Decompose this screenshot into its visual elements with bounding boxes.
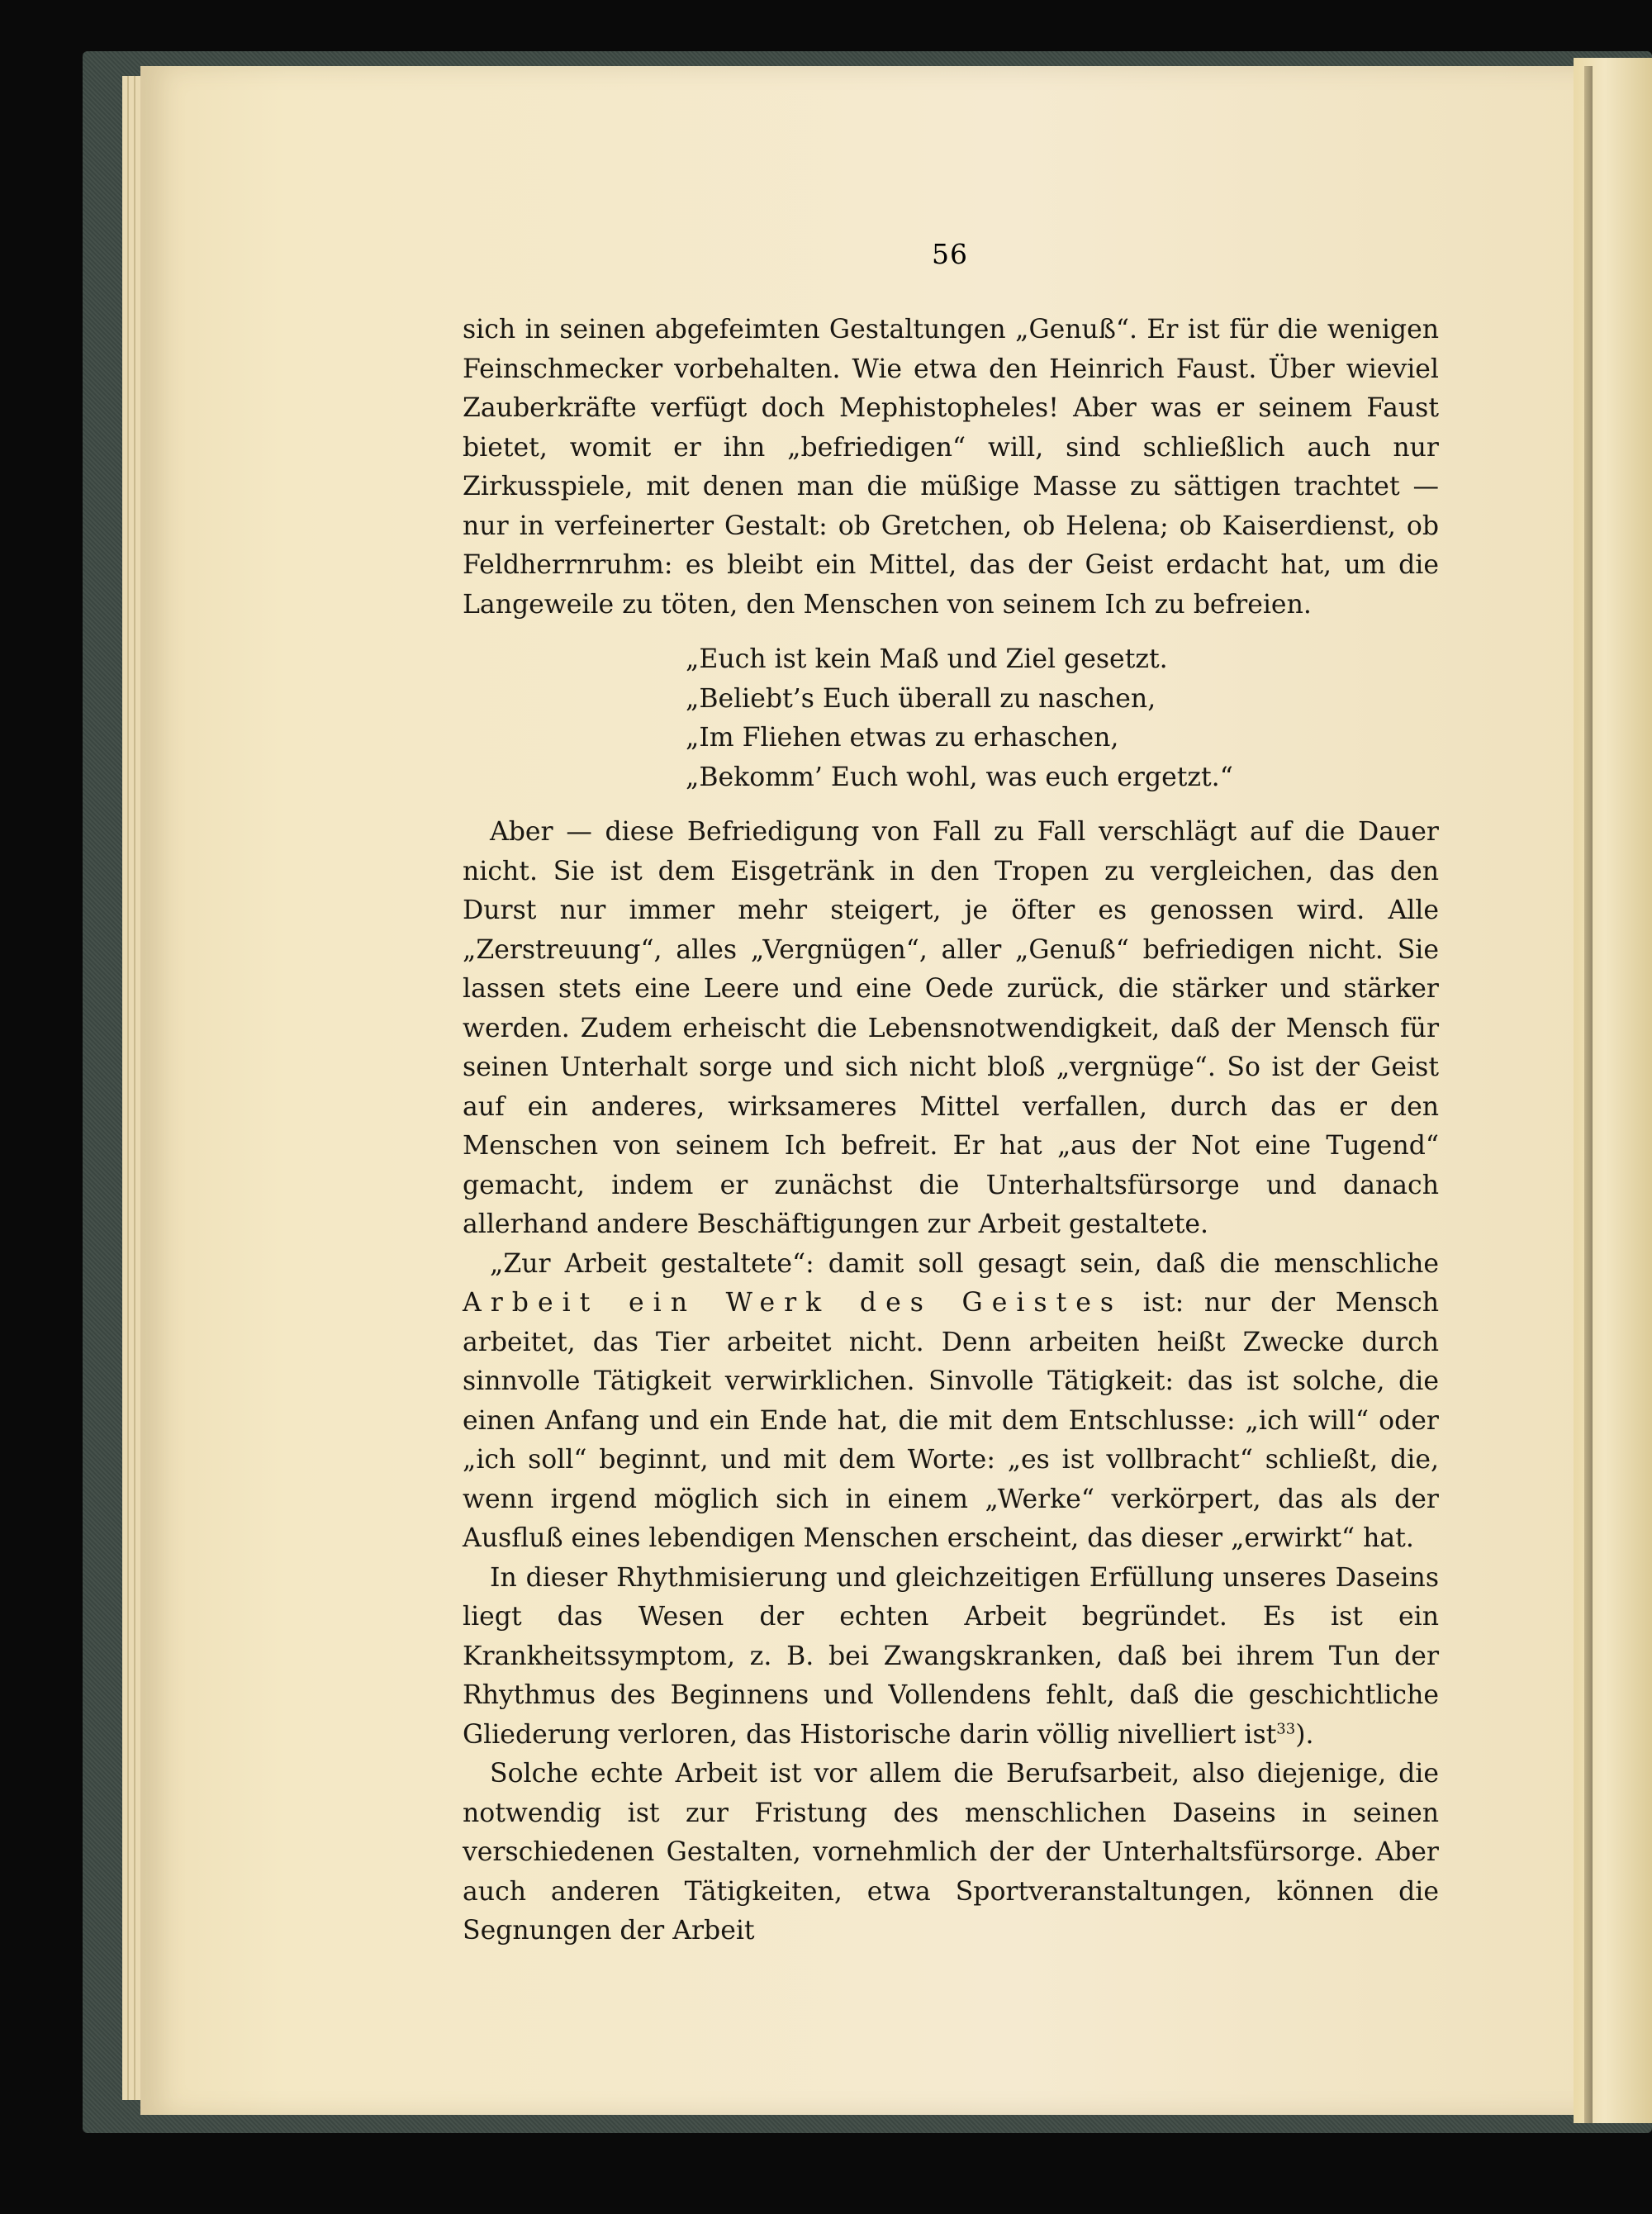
emphasized-phrase: Arbeit ein Werk des Geistes xyxy=(463,1288,1123,1318)
gutter-shadow xyxy=(1584,66,1593,2123)
paragraph-5: Solche echte Arbeit ist vor allem die Berufsarbeit, also diejenige, die notwendig ist zur Fristung des menschlichen Daseins in seinen verschiedenen Gestalten, vornehmlich der der Unterhaltsfürsorge. Aber auch anderen Tätigkeiten, etwa Sportveranstaltungen, können die Segnungen der Arbeit xyxy=(463,1759,1439,1946)
footnote-reference: 33 xyxy=(1276,1720,1296,1737)
verse-line: „Bekomm’ Euch wohl, was euch ergetzt.“ xyxy=(686,762,1233,792)
paragraph-3 xyxy=(463,1245,1439,1559)
verse-line: „Im Fliehen etwas zu erhaschen, xyxy=(686,723,1119,753)
page-body xyxy=(463,311,1439,1951)
paragraph-4 xyxy=(463,1559,1439,1756)
verse-line: „Euch ist kein Maß und Ziel gesetzt. xyxy=(686,644,1168,674)
paragraph-4-closing: ). xyxy=(1295,1719,1314,1750)
verse-line: „Beliebt’s Euch überall zu naschen, xyxy=(686,683,1156,714)
paragraph-3-start: „Zur Arbeit gestaltete“: damit soll gesagt sein, daß die menschliche xyxy=(490,1248,1439,1279)
paragraph-1: sich in seinen abgefeimten Gestaltungen „Genuß“. Er ist für die wenigen Feinschmecker vorbehalten. Wie etwa den Heinrich Faust. Über wieviel Zauberkräfte verfügt doch Mephistopheles! Aber was er seinem Faust bietet, womit er ihn „befriedigen“ will, sind schließlich auch nur Zirkusspiele, mit denen man die müßige Masse zu sättigen trachtet — nur in verfeinerter Gestalt: ob Gretchen, ob Helena; ob Kaiserdienst, ob Feldherrnruhm: es bleibt ein Mittel, das der Geist erdacht hat, um die Langeweile zu töten, den Menschen von seinem Ich zu befreien. xyxy=(463,315,1439,620)
verse-quote xyxy=(686,640,1439,797)
page-number: 56 xyxy=(932,238,968,270)
paragraph-2: Aber — diese Befriedigung von Fall zu Fall verschlägt auf die Dauer nicht. Sie ist dem Eisgetränk in den Tropen zu vergleichen, das den Durst nur immer mehr steigert, je öfter es genossen wird. Alle „Zerstreuung“, alles „Vergnügen“, aller „Genuß“ befriedigen nicht. Sie lassen stets eine Leere und eine Oede zurück, die stärker und stärker werden. Zudem erheischt die Lebensnotwendigkeit, daß der Mensch für seinen Unterhalt sorge und sich nicht bloß „vergnüge“. So ist der Geist auf ein anderes, wirksameres Mittel verfallen, durch das er den Menschen von seinem Ich befreit. Er hat „aus der Not eine Tugend“ gemacht, indem er zunächst die Unterhaltsfürsorge und danach allerhand andere Beschäftigungen zur Arbeit gestaltete. xyxy=(463,817,1439,1239)
paragraph-4-text: In dieser Rhythmisierung und gleichzeitigen Erfüllung unseres Daseins liegt das Wesen der echten Arbeit begründet. Es ist ein Krankheitssymptom, z. B. bei Zwangskranken, daß bei ihrem Tun der Rhythmus des Beginnens und Vollendens fehlt, daß die geschichtliche Gliederung verloren, das Historische darin völlig nivelliert ist xyxy=(463,1562,1439,1750)
paragraph-3-rest: ist: nur der Mensch arbeitet, das Tier arbeitet nicht. Denn arbeiten heißt Zwecke durch sinnvolle Tätigkeit verwirklichen. Sinvolle Tätigkeit: das ist solche, die einen Anfang und ein Ende hat, die mit dem Entschlusse: „ich will“ oder „ich soll“ beginnt, und mit dem Worte: „es ist vollbracht“ schließt, die, wenn irgend möglich sich in einem „Werke“ verkörpert, das als der Ausfluß eines lebendigen Menschen erscheint, das dieser „erwirkt“ hat. xyxy=(463,1288,1439,1553)
